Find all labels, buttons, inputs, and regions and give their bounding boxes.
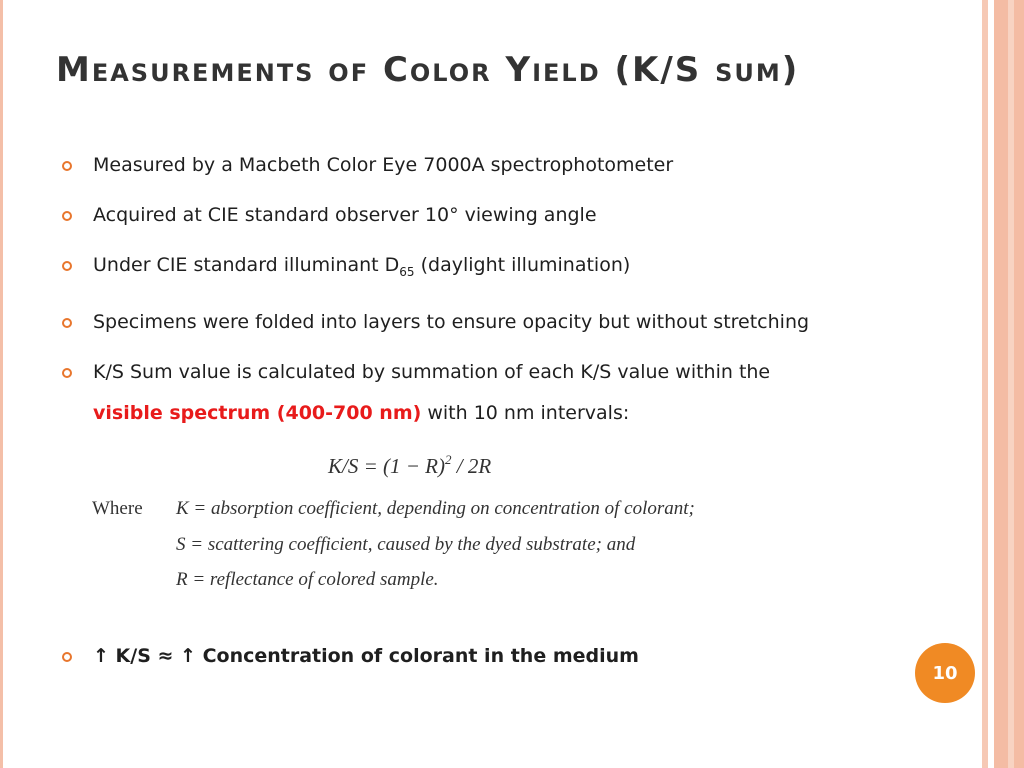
final-bullet-item <box>62 643 639 669</box>
right-decorative-stripes <box>978 0 1024 768</box>
formula-exponent: 2 <box>445 452 452 467</box>
bullet-item <box>62 252 972 285</box>
slide-title: Measurements of Color Yield (K/S sum) <box>56 50 800 90</box>
definition-s: S = scattering coefficient, caused by the dyed substrate; and <box>176 534 636 555</box>
left-decorative-border <box>0 0 3 768</box>
formula-left: K/S = (1 − R) <box>328 454 445 478</box>
bullet-circle-icon <box>62 161 72 171</box>
bullet-text-line2 <box>93 400 972 426</box>
bullet-text: Acquired at CIE standard observer 10° viewing angle <box>93 204 597 226</box>
bullet-circle-icon <box>62 368 72 378</box>
page-number-badge <box>915 643 975 703</box>
bullet-text-suffix: (daylight illumination) <box>414 254 631 276</box>
definition-k: K = absorption coefficient, depending on concentration of colorant; <box>176 498 695 519</box>
bullet-text: Measured by a Macbeth Color Eye 7000A spectrophotometer <box>93 154 674 176</box>
formula-right: / 2R <box>451 454 492 478</box>
bullet-text: Specimens were folded into layers to ensure opacity but without stretching <box>93 311 810 333</box>
highlight-text: visible spectrum (400-700 nm) <box>93 402 422 424</box>
formula-block <box>92 452 822 602</box>
bullet-item <box>62 202 972 228</box>
bullet-circle-icon <box>62 261 72 271</box>
bullet-circle-icon <box>62 211 72 221</box>
illuminant-subscript: 65 <box>399 265 415 279</box>
bullet-text: Under CIE standard illuminant D <box>93 254 400 276</box>
final-bullet-text: ↑ K/S ≈ ↑ Concentration of colorant in the medium <box>93 645 639 667</box>
bullet-text: K/S Sum value is calculated by summation of each K/S value within the <box>93 361 771 383</box>
definition-r: R = reflectance of colored sample. <box>176 569 439 590</box>
bullet-text-suffix: with 10 nm intervals: <box>421 402 630 424</box>
page-number: 10 <box>932 662 958 684</box>
bullet-circle-icon <box>62 652 72 662</box>
where-label: Where <box>92 498 143 519</box>
bullet-item <box>62 152 972 178</box>
ks-formula <box>328 452 491 479</box>
bullet-item <box>62 309 972 335</box>
bullet-list <box>62 152 972 450</box>
bullet-item <box>62 359 972 426</box>
bullet-circle-icon <box>62 318 72 328</box>
